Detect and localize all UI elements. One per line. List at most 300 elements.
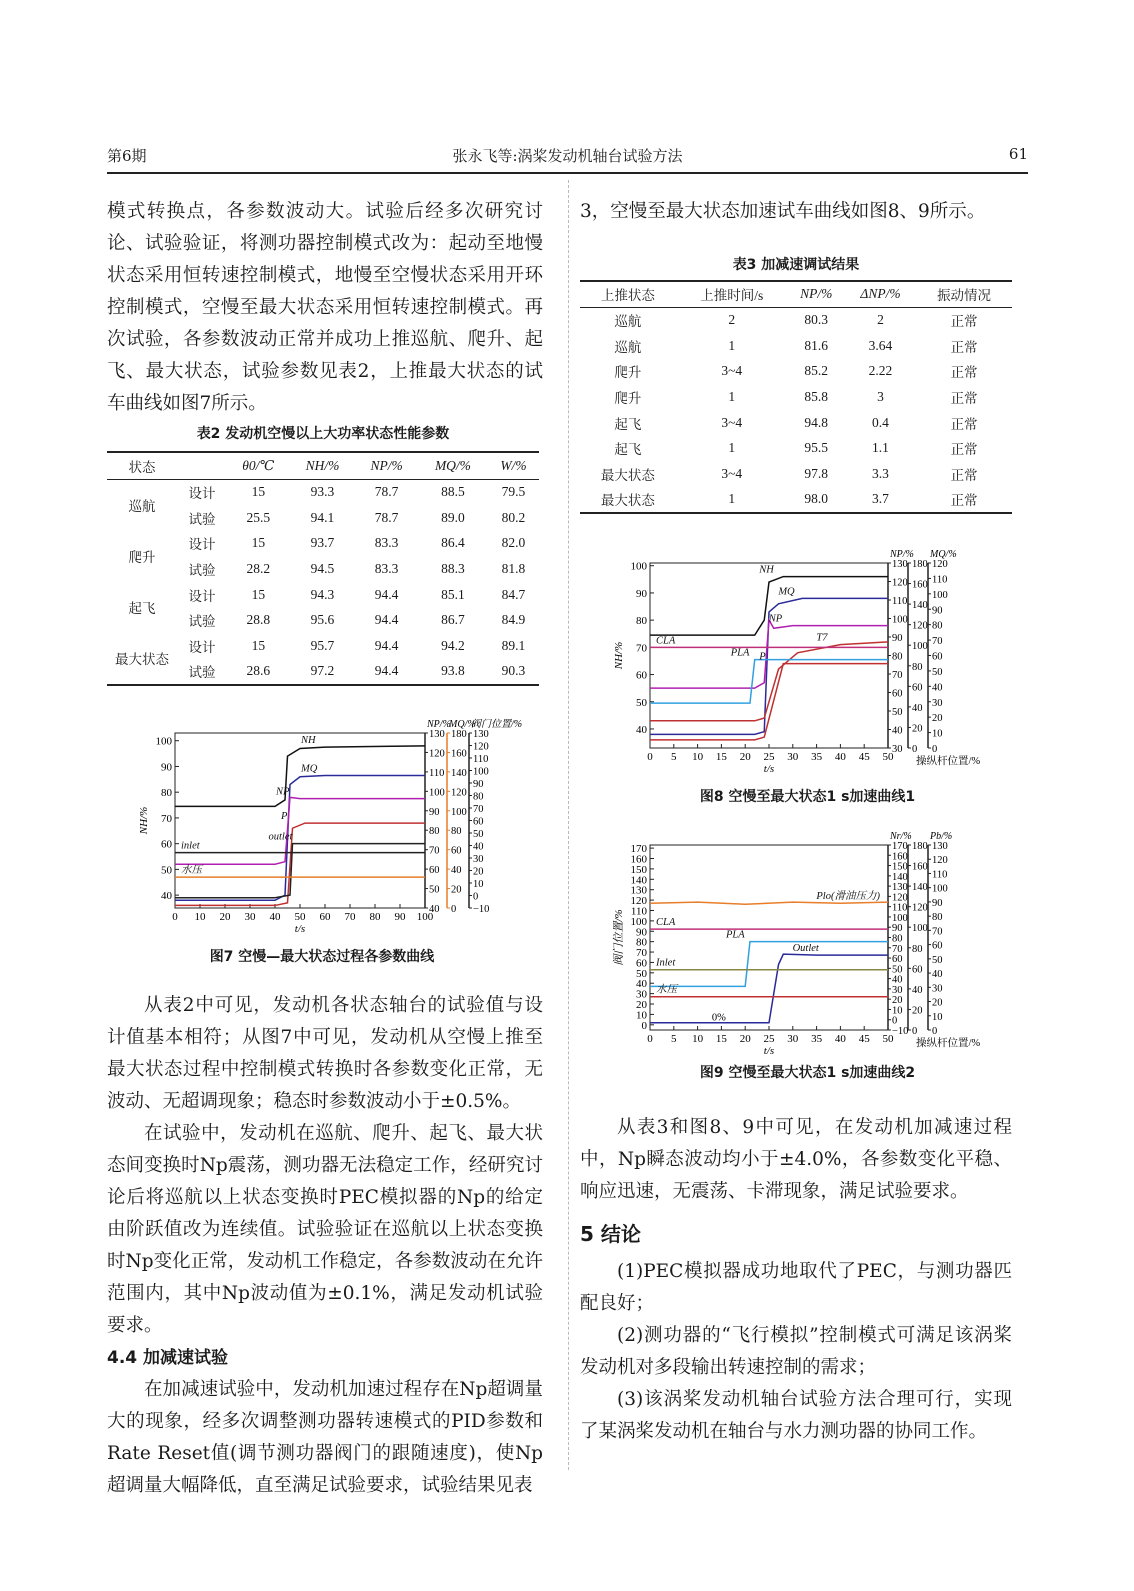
table-cell: 正常 <box>950 467 978 483</box>
x-tick-label: 40 <box>834 1033 846 1045</box>
right-axis-tick-label: 70 <box>473 804 484 815</box>
t3-h2: NP/% <box>800 286 833 302</box>
table-row <box>580 461 1012 487</box>
right-axis-label: NP/% <box>427 719 451 730</box>
table-row <box>580 410 1012 436</box>
right-axis-tick-label: 170 <box>892 841 908 852</box>
right-axis-tick-label: 60 <box>892 688 903 700</box>
series-label: P <box>281 811 288 823</box>
table-cell: 3~4 <box>721 363 743 379</box>
right-axis-tick-label: 160 <box>912 861 928 873</box>
table-cell: 设计 <box>188 537 216 553</box>
series-label: CLA <box>656 635 676 647</box>
table-cell: 94.4 <box>374 637 399 653</box>
right-axis-tick-label: 10 <box>932 728 943 740</box>
table-cell: 78.7 <box>374 484 399 500</box>
table-cell: 94.4 <box>374 586 399 602</box>
figure-9-caption: 图9 空慢至最大状态1 s加速曲线2 <box>699 1065 916 1081</box>
x-tick-label: 0 <box>172 911 178 923</box>
right-axis-tick-label: 70 <box>932 926 943 938</box>
table-cell: 28.2 <box>246 560 271 576</box>
right-axis-tick-label: 0 <box>932 744 938 755</box>
y-tick-label: 60 <box>636 957 647 970</box>
right-axis-tick-label: 50 <box>932 954 943 966</box>
table-cell: 1 <box>728 337 736 353</box>
series-label: T7 <box>816 632 828 644</box>
table-cell: 起飞 <box>614 416 642 432</box>
t3-h3: ΔNP/% <box>860 286 901 302</box>
right-axis-tick-label: 20 <box>932 997 943 1009</box>
table-cell: 1 <box>728 491 736 507</box>
table3 <box>580 280 1012 514</box>
right-axis-tick-label: 40 <box>451 865 462 877</box>
y-axis-label: NH/% <box>138 806 150 835</box>
series-label: outlet <box>268 831 293 843</box>
right-axis-tick-label: 40 <box>932 969 943 981</box>
right-axis-tick-label: 180 <box>912 559 928 570</box>
table-cell: 79.5 <box>501 484 526 500</box>
y-axis-label: 阀门位置/% <box>613 909 625 966</box>
right-axis-tick-label: 0 <box>932 1026 938 1037</box>
table-cell: 试验 <box>188 614 216 630</box>
x-tick-label: 5 <box>671 1033 677 1045</box>
figure-8-caption: 图8 空慢至最大状态1 s加速曲线1 <box>699 789 916 805</box>
conclusion-2: (2)测功器的“飞行模拟”控制模式可满足该涡桨发动机对多段输出转速控制的需求； <box>580 1325 1012 1378</box>
table-cell: 最大状态 <box>600 467 655 483</box>
table-cell: 28.8 <box>246 612 271 628</box>
table-cell: 正常 <box>950 493 978 509</box>
column-separator <box>568 180 569 1470</box>
figure-7-chart <box>107 705 537 937</box>
right-axis-tick-label: 20 <box>932 713 943 725</box>
table-row <box>107 633 539 659</box>
left-column-top <box>107 196 543 420</box>
right-axis-tick-label: 90 <box>473 779 484 790</box>
right-axis-tick-label: 60 <box>932 940 943 952</box>
right-axis-tick-label: 80 <box>451 826 462 838</box>
x-tick-label: 60 <box>319 911 331 923</box>
x-axis-label: t/s <box>294 923 306 935</box>
right-axis-tick-label: 160 <box>451 748 467 760</box>
series-label: 水压 <box>181 865 202 877</box>
x-tick-label: 40 <box>269 911 281 923</box>
table-cell: 93.8 <box>441 663 465 679</box>
right-axis-tick-label: 10 <box>892 1005 903 1017</box>
x-tick-label: 10 <box>692 751 704 763</box>
right-axis-tick-label: 30 <box>932 697 943 709</box>
left-para-2: 从表2中可见，发动机各状态轴台的试验值与设计值基本相符；从图7中可见，发动机从空慢上推至最大状态过程中控制模式转换时各参数变化正常，无波动、无超调现象；稳态时参数波动小于±0.5%。 <box>107 995 543 1112</box>
x-tick-label: 40 <box>834 751 846 763</box>
table-cell: 3 <box>877 388 884 404</box>
right-axis-tick-label: 60 <box>932 651 943 663</box>
right-axis-tick-label: 140 <box>451 767 467 779</box>
table-cell: 95.6 <box>310 612 335 628</box>
right-axis-tick-label: 0 <box>912 1026 918 1037</box>
right-axis-tick-label: 130 <box>892 882 908 894</box>
right-axis-tick-label: −10 <box>473 904 490 915</box>
y-tick-label: 90 <box>636 587 647 600</box>
table-cell: 94.1 <box>310 509 335 525</box>
y-tick-label: 50 <box>636 967 647 980</box>
right-axis-tick-label: 120 <box>932 855 948 867</box>
table-cell: 3.64 <box>868 337 893 353</box>
right-axis-tick-label: 120 <box>892 577 908 589</box>
right-axis-tick-label: 180 <box>451 729 467 740</box>
right-axis-tick-label: 40 <box>932 682 943 694</box>
right-axis-tick-label: 40 <box>912 984 923 996</box>
right-axis-tick-label: 100 <box>473 766 489 778</box>
t2-h0: 状态 <box>128 459 156 475</box>
table-cell: 15 <box>251 484 266 500</box>
table-cell: 81.6 <box>804 337 829 353</box>
table-cell: 1.1 <box>872 440 889 456</box>
right-axis-tick-label: 80 <box>912 943 923 955</box>
table3-block <box>580 255 1012 514</box>
table2-block <box>107 424 539 686</box>
right-axis-label: 操纵杆位置/% <box>916 756 981 767</box>
x-tick-label: 10 <box>194 911 206 923</box>
right-axis-tick-label: 30 <box>892 744 903 755</box>
table-cell: 89.1 <box>501 637 526 653</box>
right-axis-tick-label: 0 <box>451 904 457 915</box>
right-axis-label: Nr/% <box>890 831 912 842</box>
right-axis-tick-label: 70 <box>892 943 903 955</box>
y-tick-label: 50 <box>636 696 647 709</box>
y-tick-label: 120 <box>630 895 647 908</box>
right-axis-label: 阀门位置/% <box>471 719 523 730</box>
section-5-heading: 5 结论 <box>580 1222 641 1246</box>
x-axis-label: t/s <box>763 763 775 775</box>
y-tick-label: 10 <box>636 1009 647 1022</box>
y-axis-label: NH/% <box>613 641 625 670</box>
table-cell: 85.8 <box>804 388 829 404</box>
x-tick-label: 20 <box>739 1033 751 1045</box>
table-cell: 85.2 <box>804 363 829 379</box>
right-axis-tick-label: 90 <box>932 605 943 617</box>
table-cell: 0.4 <box>872 414 889 430</box>
right-axis-tick-label: 100 <box>892 614 908 626</box>
right-axis-tick-label: 40 <box>892 974 903 986</box>
right-axis-tick-label: 130 <box>429 729 445 740</box>
series-label: Outlet <box>792 943 819 955</box>
table-cell: 15 <box>251 586 266 602</box>
table-cell: 95.7 <box>310 637 335 653</box>
table-cell: 正常 <box>950 390 978 406</box>
x-tick-label: 30 <box>244 911 256 923</box>
x-tick-label: 0 <box>647 751 653 763</box>
series-line-PLA <box>650 660 888 704</box>
right-axis-tick-label: 180 <box>912 841 928 852</box>
right-axis-tick-label: 60 <box>451 845 462 857</box>
table-cell: 83.3 <box>374 535 399 551</box>
y-tick-label: 140 <box>630 874 647 887</box>
figure-8-chart <box>610 535 1005 780</box>
chart-annotation: 0% <box>711 1012 726 1024</box>
y-tick-label: 100 <box>155 735 172 748</box>
right-axis-label: 操纵杆位置/% <box>916 1038 981 1049</box>
right-axis-tick-label: 50 <box>892 964 903 976</box>
right-axis-tick-label: 60 <box>912 682 923 694</box>
table-cell: 84.7 <box>501 586 526 602</box>
t2-h6: W/% <box>500 457 527 473</box>
plot-frame <box>175 733 425 908</box>
t3-h1: 上推时间/s <box>700 288 764 304</box>
table-cell: 97.2 <box>310 663 335 679</box>
right-axis-tick-label: 100 <box>892 912 908 924</box>
series-line-Outlet <box>650 954 888 1023</box>
right-column-top <box>580 196 1012 228</box>
y-tick-label: 80 <box>636 936 647 949</box>
series-line-outlet <box>175 844 425 898</box>
t2-h5: MQ/% <box>434 457 471 473</box>
x-tick-label: 50 <box>882 751 894 763</box>
right-axis-tick-label: 100 <box>912 641 928 653</box>
right-axis-tick-label: 20 <box>912 723 923 735</box>
header-rule <box>107 172 1028 174</box>
right-axis-tick-label: 60 <box>892 954 903 966</box>
table-cell: 93.7 <box>310 535 335 551</box>
figure-7-caption: 图7 空慢—最大状态过程各参数曲线 <box>209 949 435 965</box>
table-cell: 3.7 <box>872 491 889 507</box>
series-label: inlet <box>181 840 200 852</box>
table-cell: 94.4 <box>374 663 399 679</box>
right-axis-tick-label: 90 <box>932 897 943 909</box>
y-tick-label: 70 <box>636 642 647 655</box>
table-cell: 爬升 <box>614 365 642 381</box>
table-cell: 83.3 <box>374 560 399 576</box>
series-label: Plo(滑油压力) <box>816 891 880 903</box>
series-line-MQ <box>175 775 425 900</box>
right-axis-tick-label: 30 <box>473 854 484 865</box>
t2-h3: NH/% <box>305 457 340 473</box>
right-axis-tick-label: 100 <box>932 589 948 601</box>
series-line-Plo(滑油压力) <box>650 902 888 904</box>
right-axis-tick-label: 40 <box>429 904 440 915</box>
table-row <box>580 307 1012 333</box>
issue-number: 第6期 <box>107 147 147 165</box>
x-tick-label: 90 <box>394 911 406 923</box>
series-line-T7 <box>650 642 888 721</box>
right-axis-tick-label: 50 <box>429 884 440 896</box>
table-cell: 巡航 <box>128 498 156 514</box>
series-label: PLA <box>730 647 750 659</box>
page-number: 61 <box>1008 145 1028 163</box>
y-tick-label: 40 <box>636 978 647 991</box>
right-axis-tick-label: 40 <box>892 725 903 737</box>
right-axis-tick-label: 120 <box>932 559 948 570</box>
table-cell: 2 <box>877 312 884 328</box>
series-label: Inlet <box>656 957 676 969</box>
right-axis-label: Pb/% <box>930 831 953 842</box>
table-cell: 90.3 <box>501 663 526 679</box>
y-tick-label: 90 <box>636 926 647 939</box>
table-cell: 15 <box>251 535 266 551</box>
t3-h0: 上推状态 <box>600 288 655 304</box>
right-axis-tick-label: 70 <box>932 636 943 648</box>
right-axis-tick-label: 70 <box>429 845 440 857</box>
table-cell: 试验 <box>188 562 216 578</box>
x-tick-label: 50 <box>294 911 306 923</box>
series-label: MQ <box>778 586 795 598</box>
x-tick-label: 0 <box>647 1033 653 1045</box>
series-label: NP <box>276 786 290 798</box>
table-cell: 94.4 <box>374 612 399 628</box>
table-cell: 82.0 <box>501 535 526 551</box>
t3-h4: 振动情况 <box>937 288 992 304</box>
x-tick-label: 5 <box>671 751 677 763</box>
right-axis-tick-label: 50 <box>892 707 903 718</box>
table-cell: 86.7 <box>441 612 465 628</box>
table-cell: 88.3 <box>441 560 465 576</box>
table-cell: 最大状态 <box>600 493 655 509</box>
right-axis-label: MQ/% <box>930 549 957 560</box>
right-axis-tick-label: 20 <box>912 1005 923 1017</box>
conclusion-1: (1)PEC模拟器成功地取代了PEC，与测功器匹配良好； <box>580 1261 1012 1314</box>
table-cell: 84.9 <box>501 612 526 628</box>
right-axis-tick-label: 160 <box>912 579 928 591</box>
y-tick-label: 80 <box>161 787 172 800</box>
series-label: MQ <box>301 763 318 775</box>
table-row <box>580 487 1012 513</box>
series-line-NP <box>175 797 425 864</box>
right-axis-tick-label: 110 <box>892 902 908 914</box>
table-row <box>107 479 539 505</box>
series-label: NP <box>768 613 783 625</box>
right-axis-tick-label: 140 <box>912 882 928 894</box>
right-axis-tick-label: 10 <box>473 879 484 890</box>
plot-frame <box>650 845 888 1030</box>
right-axis-tick-label: 110 <box>429 767 445 779</box>
right-axis-tick-label: 110 <box>932 869 948 881</box>
right-axis-tick-label: 40 <box>912 702 923 714</box>
table-cell: 81.8 <box>501 560 526 576</box>
x-tick-label: 20 <box>219 911 231 923</box>
y-tick-label: 100 <box>630 915 647 928</box>
y-tick-label: 30 <box>636 988 647 1001</box>
t2-h2: θ0/℃ <box>242 457 275 473</box>
right-axis-tick-label: 130 <box>932 841 948 852</box>
table-cell: 起飞 <box>614 442 642 458</box>
section-4-4-heading: 4.4 加减速试验 <box>107 1348 229 1368</box>
right-axis-tick-label: 80 <box>429 826 440 838</box>
right-axis-tick-label: 150 <box>892 861 908 873</box>
table-cell: 94.5 <box>310 560 335 576</box>
table-cell: 爬升 <box>614 390 642 406</box>
right-axis-tick-label: 120 <box>473 741 489 753</box>
table-cell: 28.6 <box>246 663 271 679</box>
y-tick-label: 50 <box>161 864 172 877</box>
y-tick-label: 60 <box>161 838 172 851</box>
table-cell: 25.5 <box>246 509 271 525</box>
x-tick-label: 15 <box>715 751 727 763</box>
table-cell: 94.2 <box>441 637 465 653</box>
series-label: CLA <box>656 917 676 929</box>
table-cell: 94.3 <box>310 586 335 602</box>
right-axis-tick-label: 70 <box>892 670 903 681</box>
table2-caption: 表2 发动机空慢以上大功率状态性能参数 <box>196 426 450 442</box>
y-tick-label: 20 <box>636 999 647 1012</box>
right-axis-tick-label: 60 <box>473 816 484 828</box>
x-tick-label: 25 <box>763 1033 775 1045</box>
right-axis-tick-label: 100 <box>429 787 445 799</box>
table-cell: 2 <box>728 312 736 328</box>
right-axis-tick-label: 120 <box>912 620 928 632</box>
right-axis-tick-label: 20 <box>892 995 903 1007</box>
y-tick-label: 110 <box>630 905 647 918</box>
x-tick-label: 50 <box>882 1033 894 1045</box>
y-tick-label: 80 <box>636 615 647 628</box>
y-tick-label: 100 <box>630 560 647 573</box>
right-axis-tick-label: 10 <box>932 1011 943 1023</box>
table-cell: 试验 <box>188 511 216 527</box>
table-cell: 78.7 <box>374 509 399 525</box>
x-tick-label: 45 <box>858 751 870 763</box>
right-axis-label: MQ/% <box>449 719 476 730</box>
table-cell: 设计 <box>188 639 216 655</box>
right-axis-tick-label: 110 <box>932 574 948 586</box>
x-tick-label: 35 <box>811 1033 823 1045</box>
right-axis-tick-label: −10 <box>892 1026 909 1037</box>
x-tick-label: 30 <box>787 751 799 763</box>
table-cell: 3~4 <box>721 414 743 430</box>
right-axis-tick-label: 20 <box>451 884 462 896</box>
table-cell: 98.0 <box>804 491 829 507</box>
right-axis-tick-label: 100 <box>451 806 467 818</box>
y-tick-label: 70 <box>636 947 647 960</box>
table-row <box>580 384 1012 410</box>
right-axis-tick-label: 140 <box>892 871 908 883</box>
left-para-1: 模式转换点，各参数波动大。试验后经多次研究讨论、试验验证，将测功器控制模式改为：起动至地慢状态采用恒转速控制模式，地慢至空慢状态采用开环控制模式，空慢至最大状态采用恒转速控制模式。再次试验，各参数波动正常并成功上推巡航、爬升、起飞、最大状态，试验参数见表2，上推最大状态的试车曲线如图7所示。 <box>107 201 543 414</box>
x-tick-label: 10 <box>692 1033 704 1045</box>
figure-9-chart <box>610 825 1005 1057</box>
series-label: PLA <box>725 929 745 941</box>
right-axis-tick-label: 50 <box>473 829 484 840</box>
table-cell: 起飞 <box>128 601 156 617</box>
table-cell: 80.2 <box>501 509 526 525</box>
table3-caption: 表3 加减速调试结果 <box>732 257 860 273</box>
right-axis-tick-label: 40 <box>473 841 484 853</box>
y-tick-label: 160 <box>630 853 647 866</box>
table-cell: 正常 <box>950 314 978 330</box>
table-cell: 1 <box>728 388 736 404</box>
table-row <box>580 333 1012 359</box>
x-tick-label: 35 <box>811 751 823 763</box>
table-cell: 88.5 <box>441 484 465 500</box>
right-axis-tick-label: 90 <box>429 806 440 818</box>
series-label: NH <box>759 564 774 576</box>
y-tick-label: 90 <box>161 761 172 774</box>
x-tick-label: 70 <box>344 911 356 923</box>
x-tick-label: 20 <box>739 751 751 763</box>
right-axis-tick-label: 160 <box>892 851 908 863</box>
right-axis-tick-label: 30 <box>932 983 943 995</box>
table-cell: 85.1 <box>441 586 465 602</box>
t2-h1 <box>177 452 227 479</box>
right-axis-tick-label: 120 <box>892 892 908 904</box>
right-axis-tick-label: 100 <box>932 883 948 895</box>
right-axis-tick-label: 130 <box>892 559 908 570</box>
table-cell: 巡航 <box>614 339 642 355</box>
right-axis-tick-label: 110 <box>892 596 908 607</box>
right-axis-tick-label: 0 <box>473 891 479 903</box>
x-tick-label: 45 <box>858 1033 870 1045</box>
table-cell: 2.22 <box>868 363 893 379</box>
series-line-PLA <box>650 942 888 987</box>
right-axis-tick-label: 120 <box>429 748 445 760</box>
table-cell: 3.3 <box>872 465 889 481</box>
right-axis-tick-label: 80 <box>932 620 943 632</box>
table-row <box>107 530 539 556</box>
